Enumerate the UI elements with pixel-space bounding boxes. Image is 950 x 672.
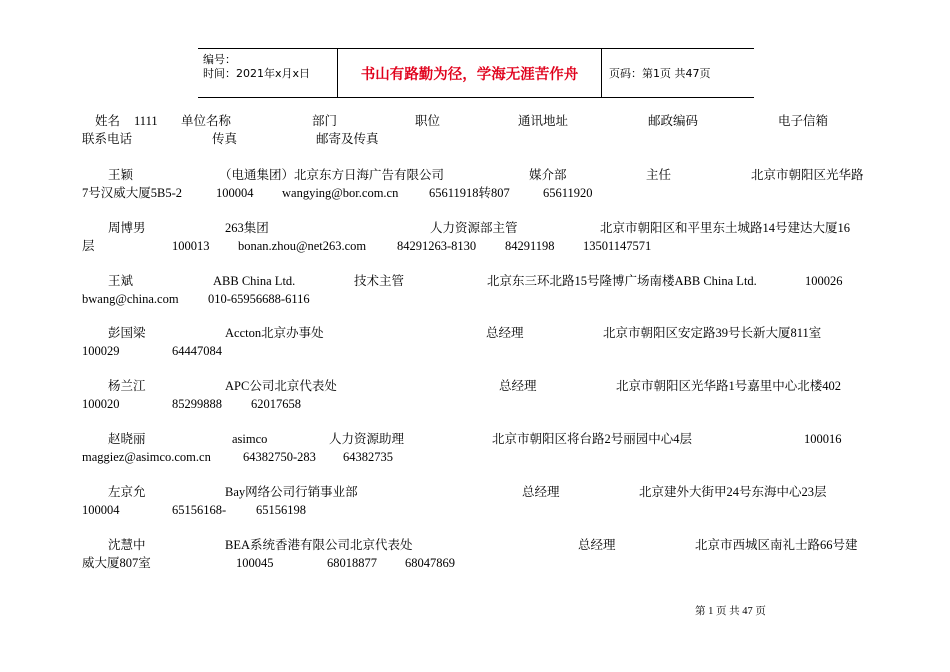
col-zip: 邮政编码 (648, 114, 699, 128)
col-address: 通讯地址 (518, 114, 569, 128)
col-dept: 部门 (312, 114, 338, 128)
record-phone: 010-65956688-6116 (208, 292, 310, 306)
record-address: 北京市朝阳区将台路2号丽园中心4层 (492, 432, 693, 446)
record-zip: 100016 (804, 432, 842, 446)
record-fax: 68047869 (405, 556, 455, 570)
col-email: 电子信箱 (778, 114, 829, 128)
record-phone: 64382750-283 (243, 450, 316, 464)
header-meta (198, 49, 338, 97)
record-mobile: 13501147571 (583, 239, 652, 253)
header-time: 时间：2021年x月x日 (203, 67, 311, 80)
record-name: 左京允 (108, 485, 146, 499)
record-address-cont: 7号汉威大厦5B5-2 (82, 186, 183, 200)
record-title: 总经理 (522, 485, 560, 499)
record-address-cont: 层 (82, 239, 95, 253)
record-address: 北京东三环北路15号隆博广场南楼ABB China Ltd. (487, 274, 757, 288)
record-title: 总经理 (499, 379, 537, 393)
record-title: 总经理 (486, 326, 524, 340)
record-phone: 85299888 (172, 397, 222, 411)
record-zip: 100026 (805, 274, 843, 288)
record-zip: 100029 (82, 344, 120, 358)
record-title: 主任 (646, 168, 672, 182)
col-mail-fax: 邮寄及传真 (316, 132, 379, 146)
col-fax: 传真 (212, 132, 238, 146)
record-zip: 100045 (236, 556, 274, 570)
header-motto: 书山有路勤为径，学海无涯苦作舟 (338, 49, 602, 97)
record-fax: 64382735 (343, 450, 393, 464)
record-name: 王斌 (108, 274, 134, 288)
record-title: 人力资源助理 (329, 432, 405, 446)
record-org: APC公司北京代表处 (225, 379, 337, 393)
record-email: maggiez@asimco.com.cn (82, 450, 211, 464)
record-address: 北京市朝阳区和平里东土城路14号建达大厦16 (600, 221, 851, 235)
record-fax: 84291198 (505, 239, 555, 253)
record-phone: 65611918转807 (429, 186, 510, 200)
record-org: 263集团 (225, 221, 269, 235)
record-title: 人力资源部主管 (430, 221, 518, 235)
record-org: Bay网络公司行销事业部 (225, 485, 358, 499)
record-email: bwang@china.com (82, 292, 179, 306)
record-name: 彭国梁 (108, 326, 146, 340)
page-header (198, 48, 754, 98)
record-zip: 100004 (82, 503, 120, 517)
record-org: BEA系统香港有限公司北京代表处 (225, 538, 413, 552)
page-footer: 第 1 页 共 47 页 (695, 606, 766, 617)
record-fax: 65611920 (543, 186, 593, 200)
record-email: wangying@bor.com.cn (282, 186, 399, 200)
record-phone: 68018877 (327, 556, 377, 570)
record-org: ABB China Ltd. (213, 274, 296, 288)
col-id: 1111 (134, 114, 158, 128)
record-title: 技术主管 (354, 274, 405, 288)
record-phone: 64447084 (172, 344, 222, 358)
record-address: 北京市西城区南礼士路66号建 (695, 538, 858, 552)
record-address: 北京市朝阳区安定路39号长新大厦811室 (603, 326, 822, 340)
record-name: 杨兰江 (108, 379, 146, 393)
col-title: 职位 (415, 114, 441, 128)
record-zip: 100020 (82, 397, 120, 411)
header-number: 编号： (203, 53, 236, 66)
header-page-info: 页码：第1页 共47页 (609, 67, 711, 80)
record-fax: 65156198 (256, 503, 306, 517)
record-name: 赵晓丽 (108, 432, 146, 446)
record-org: （电通集团）北京东方日海广告有限公司 (219, 168, 445, 182)
col-org: 单位名称 (181, 114, 232, 128)
record-org: Accton北京办事处 (225, 326, 324, 340)
record-address: 北京建外大街甲24号东海中心23层 (639, 485, 827, 499)
record-name: 周博男 (108, 221, 146, 235)
col-phone: 联系电话 (82, 132, 133, 146)
record-name: 沈慧中 (108, 538, 146, 552)
record-zip: 100004 (216, 186, 254, 200)
record-org: asimco (232, 432, 268, 446)
record-email: bonan.zhou@net263.com (238, 239, 367, 253)
record-zip: 100013 (172, 239, 210, 253)
col-name: 姓名 (95, 114, 121, 128)
record-name: 王颖 (108, 168, 134, 182)
record-dept: 媒介部 (529, 168, 567, 182)
record-phone: 84291263-8130 (397, 239, 477, 253)
record-fax: 62017658 (251, 397, 301, 411)
record-address: 北京市朝阳区光华路 (751, 168, 864, 182)
record-phone: 65156168- (172, 503, 227, 517)
record-address: 北京市朝阳区光华路1号嘉里中心北楼402 (616, 379, 842, 393)
record-address-cont: 威大厦807室 (82, 556, 151, 570)
record-title: 总经理 (578, 538, 616, 552)
